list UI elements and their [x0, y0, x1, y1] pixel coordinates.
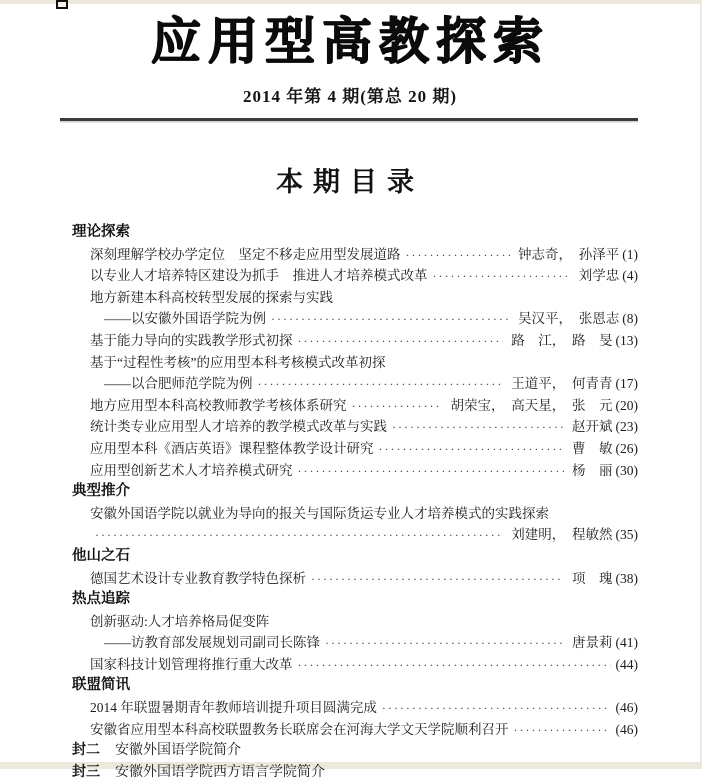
entry-title: 以专业人才培养特区建设为抓手 推进人才培养模式改革 — [90, 268, 428, 284]
entry-authors: 吴汉平， 张恩志 — [518, 311, 620, 327]
toc-section-heading: 联盟简讯 — [72, 677, 130, 694]
entry-page-number: (17) — [615, 376, 638, 392]
entry-title: 安徽外国语学院以就业为导向的报关与国际货运专业人才培养模式的实践探索 — [90, 505, 549, 521]
entry-title: 地方新建本科高校转型发展的探索与实践 — [90, 289, 333, 305]
dot-leader — [382, 697, 611, 720]
entry-title: 创新驱动:人才培养格局促变阵 — [90, 613, 270, 629]
cover-note — [72, 740, 638, 762]
entry-page-number: (38) — [615, 570, 638, 586]
toc-entry — [72, 503, 638, 525]
toc-section-heading: 他山之石 — [72, 547, 130, 564]
toc-entry — [72, 373, 638, 395]
entry-authors: 胡荣宝， 高天星， 张 元 — [450, 397, 613, 413]
issue-line: 2014 年第 4 期(第总 20 期) — [242, 87, 458, 106]
cover-text: 安徽外国语学院简介 — [115, 743, 241, 759]
dot-leader — [514, 719, 611, 742]
entry-page-number: (13) — [615, 332, 638, 348]
entry-page-number: (26) — [615, 440, 638, 456]
entry-title: ——以安徽外国语学院为例 — [104, 311, 266, 327]
toc-entry — [72, 697, 638, 719]
entry-authors: 路 江， 路 旻 — [511, 332, 613, 348]
entry-title: 应用型本科《酒店英语》课程整体教学设计研究 — [90, 440, 374, 456]
cover-note — [72, 762, 638, 783]
dot-leader — [379, 438, 565, 461]
toc-section-heading: 典型推介 — [72, 483, 130, 500]
entry-title: 2014 年联盟暑期青年教师培训提升项目圆满完成 — [90, 700, 377, 716]
entry-title: 基于“过程性考核”的应用型本科考核模式改革初探 — [90, 354, 386, 370]
entry-page-number: (46) — [615, 721, 638, 737]
entry-page-number: (46) — [615, 700, 638, 716]
entry-title: 统计类专业应用型人才培养的教学模式改革与实践 — [90, 419, 387, 435]
toc-entry — [72, 611, 638, 633]
dot-leader — [433, 265, 571, 288]
scan-artifact-square — [56, 0, 68, 9]
entry-page-number: (1) — [622, 246, 638, 262]
toc-entry — [72, 524, 638, 546]
entry-title: 地方应用型本科高校教师教学考核体系研究 — [90, 397, 347, 413]
dot-leader — [406, 244, 511, 267]
toc-entry — [72, 632, 638, 654]
toc-entry — [72, 308, 638, 330]
dot-leader — [325, 632, 564, 655]
entry-authors: 刘建明， 程敏然 — [511, 527, 613, 543]
toc-entry — [72, 438, 638, 460]
entry-page-number: (41) — [615, 635, 638, 651]
cover-label: 封三 — [72, 764, 100, 780]
toc-entry — [72, 416, 638, 438]
entry-authors: 曹 敏 — [572, 440, 613, 456]
entry-title: ——以合肥师范学院为例 — [104, 376, 253, 392]
dot-leader — [271, 308, 510, 331]
toc-list — [72, 222, 638, 783]
entry-title: 国家科技计划管理将推行重大改革 — [90, 656, 293, 672]
entry-page-number: (44) — [615, 656, 638, 672]
entry-authors: 项 瑰 — [572, 570, 613, 586]
toc-entry — [72, 719, 638, 741]
entry-title: 应用型创新艺术人才培养模式研究 — [90, 462, 293, 478]
dot-leader — [392, 416, 564, 439]
dot-leader — [311, 568, 564, 591]
dot-leader — [298, 654, 611, 677]
entry-authors: 钟志奇， 孙泽平 — [518, 246, 620, 262]
toc-entry — [72, 460, 638, 482]
entry-page-number: (30) — [615, 462, 638, 478]
toc-title: 本期目录 — [276, 167, 424, 197]
entry-page-number: (35) — [615, 527, 638, 543]
entry-authors: 杨 丽 — [572, 462, 613, 478]
toc-entry — [72, 330, 638, 352]
dot-leader — [95, 524, 503, 547]
journal-masthead-title: 应用型高教探索 — [150, 13, 550, 69]
header-divider — [60, 118, 638, 121]
dot-leader — [298, 330, 504, 353]
entry-page-number: (20) — [615, 397, 638, 413]
toc-entry — [72, 654, 638, 676]
entry-page-number: (8) — [622, 311, 638, 327]
entry-page-number: (23) — [615, 419, 638, 435]
entry-title: 安徽省应用型本科高校联盟教务长联席会在河海大学文天学院顺利召开 — [90, 721, 509, 737]
entry-page-number: (4) — [622, 268, 638, 284]
toc-section-heading: 理论探索 — [72, 224, 130, 240]
entry-authors: 唐景莉 — [572, 635, 613, 651]
entry-authors: 刘学忠 — [578, 268, 620, 284]
dot-leader — [258, 373, 504, 396]
entry-title: ——访教育部发展规划司副司长陈锋 — [104, 635, 320, 651]
entry-title: 深刻理解学校办学定位 坚定不移走应用型发展道路 — [90, 246, 401, 262]
toc-section-heading: 热点追踪 — [72, 591, 130, 608]
toc-entry — [72, 287, 638, 309]
dot-leader — [298, 460, 565, 483]
dot-leader — [352, 395, 443, 418]
cover-label: 封二 — [72, 743, 100, 759]
entry-title: 德国艺术设计专业教育教学特色探析 — [90, 570, 306, 586]
toc-entry — [72, 244, 638, 266]
entry-authors: 王道平， 何青青 — [511, 376, 613, 392]
toc-entry — [72, 395, 638, 417]
entry-authors: 赵开斌 — [572, 419, 613, 435]
entry-title: 基于能力导向的实践教学形式初探 — [90, 332, 293, 348]
toc-entry — [72, 352, 638, 374]
toc-entry — [72, 265, 638, 287]
toc-entry — [72, 568, 638, 590]
cover-text: 安徽外国语学院西方语言学院简介 — [115, 764, 325, 780]
